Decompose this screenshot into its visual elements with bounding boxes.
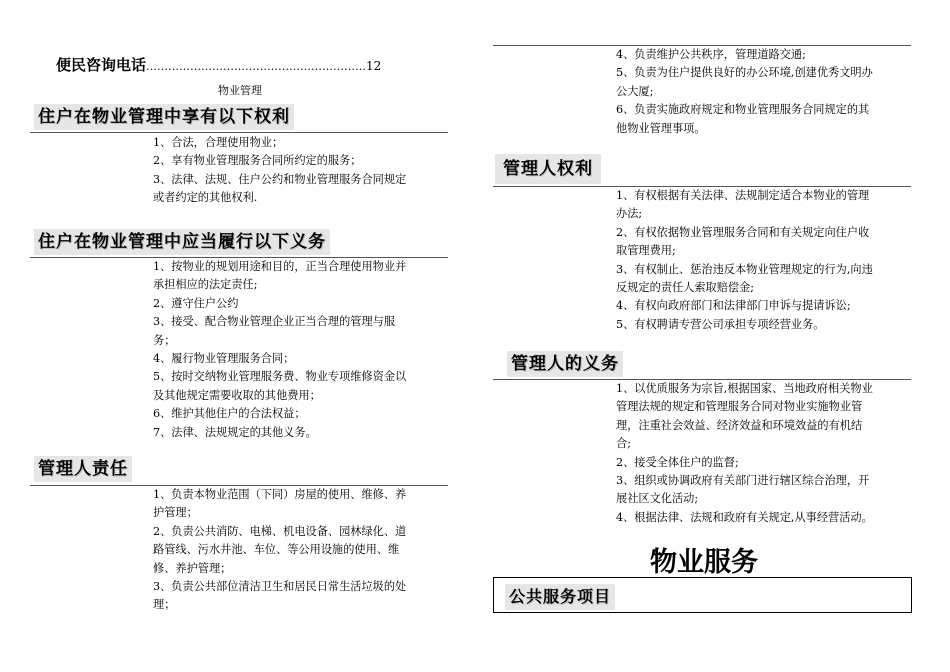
toc-page-number: 12	[366, 59, 382, 73]
heading-manager-duties: 管理人的义务	[507, 351, 623, 377]
list-item: 1、合法，合理使用物业；	[153, 136, 284, 149]
list-item: 6、负责实施政府规定和物业管理服务合同规定的其	[616, 103, 870, 117]
list-item: 2、遵守住户公约	[153, 296, 239, 310]
list-item: 4、负责维护公共秩序，管理道路交通;	[616, 48, 806, 61]
list-item: 及其他规定需要收取的其他费用；	[153, 388, 321, 402]
list-item: 反规定的责任人索取赔偿金;	[616, 281, 755, 295]
list-item: 合;	[616, 437, 631, 451]
toc-dots: ……………………………………………………	[146, 60, 367, 73]
list-item: 3、组织或协调政府有关部门进行辖区综合治理，开	[616, 474, 870, 488]
list-item: 5、有权聘请专营公司承担专项经营业务。	[616, 317, 825, 331]
list-item: 路管线、污水井池、车位、等公用设施的使用、维	[153, 543, 400, 557]
list-item: 管理法规的规定和管理服务合同对物业实施物业管	[616, 400, 863, 414]
list-item: 2、有权依据物业管理服务合同和有关规定向住户收	[616, 225, 870, 239]
list-item: 4、根据法律、法规和政府有关规定,从事经营活动。	[616, 510, 873, 524]
list-item: 1、负责本物业范围（下同）房屋的使用、维修、养	[153, 488, 407, 501]
heading-manager-responsibility: 管理人责任	[34, 456, 132, 482]
list-item: 务；	[153, 333, 176, 347]
list-item: 修、养护管理；	[153, 561, 232, 575]
list-item: 5、负责为住户提供良好的办公环境,创建优秀文明办	[616, 66, 873, 80]
list-item: 2、负责公共消防、电梯、机电设备、园林绿化、道	[153, 524, 407, 538]
heading-resident-rights: 住户在物业管理中享有以下权利	[34, 104, 294, 130]
divider	[30, 132, 448, 133]
heading-public-service-items: 公共服务项目	[505, 584, 615, 610]
subtitle: 物业管理	[218, 84, 262, 97]
list-item: 1、按物业的规划用途和目的，正当合理使用物业并	[153, 260, 407, 273]
list-manager-rights	[616, 187, 911, 334]
list-item: 展社区文化活动;	[616, 492, 699, 506]
list-item: 3、法律、法规、住户公约和物业管理服务合同规定	[153, 172, 407, 186]
list-item: 1、有权根据有关法律、法规制定适合本物业的管理	[616, 189, 870, 202]
list-manager-duties	[616, 380, 911, 527]
list-responsibility-continued	[616, 46, 911, 138]
toc-label: 便民咨询电话	[56, 56, 147, 74]
list-item: 公大厦;	[616, 84, 654, 98]
list-item: 承担相应的法定责任;	[153, 278, 258, 292]
list-item: 理，注重社会效益、经济效益和环境效益的有机结	[616, 418, 863, 432]
list-resident-rights	[153, 134, 448, 208]
heading-manager-rights: 管理人权利	[495, 154, 601, 184]
list-item: 6、维护其他住户的合法权益；	[153, 407, 306, 421]
list-manager-responsibility	[153, 486, 448, 615]
list-item: 3、有权制止、惩治违反本物业管理规定的行为,向违	[616, 262, 873, 276]
list-item: 办法;	[616, 207, 643, 221]
section-title-property-service: 物业服务	[650, 547, 758, 578]
list-item: 理；	[153, 598, 176, 612]
list-item: 2、享有物业管理服务合同所约定的服务；	[153, 154, 362, 168]
list-item: 他物业管理事项。	[616, 121, 706, 135]
list-item: 2、接受全体住户的监督;	[616, 455, 739, 469]
list-item: 或者约定的其他权利.	[153, 191, 258, 205]
list-item: 7、法律、法规规定的其他义务。	[153, 425, 317, 439]
list-item: 4、有权向政府部门和法律部门申诉与提请诉讼;	[616, 299, 851, 313]
list-item: 1、以优质服务为宗旨,根据国家、当地政府相关物业	[616, 382, 873, 395]
list-item: 5、按时交纳物业管理服务费、物业专项维修资金以	[153, 370, 407, 384]
list-item: 3、负责公共部位清洁卫生和居民日常生活垃圾的处	[153, 580, 407, 594]
heading-resident-duties: 住户在物业管理中应当履行以下义务	[34, 229, 330, 255]
list-resident-duties	[153, 258, 448, 442]
toc-entry	[56, 54, 381, 75]
list-item: 4、履行物业管理服务合同；	[153, 352, 295, 366]
list-item: 取管理费用;	[616, 244, 676, 258]
list-item: 3、接受、配合物业管理企业正当合理的管理与服	[153, 315, 396, 329]
list-item: 护管理；	[153, 506, 198, 520]
